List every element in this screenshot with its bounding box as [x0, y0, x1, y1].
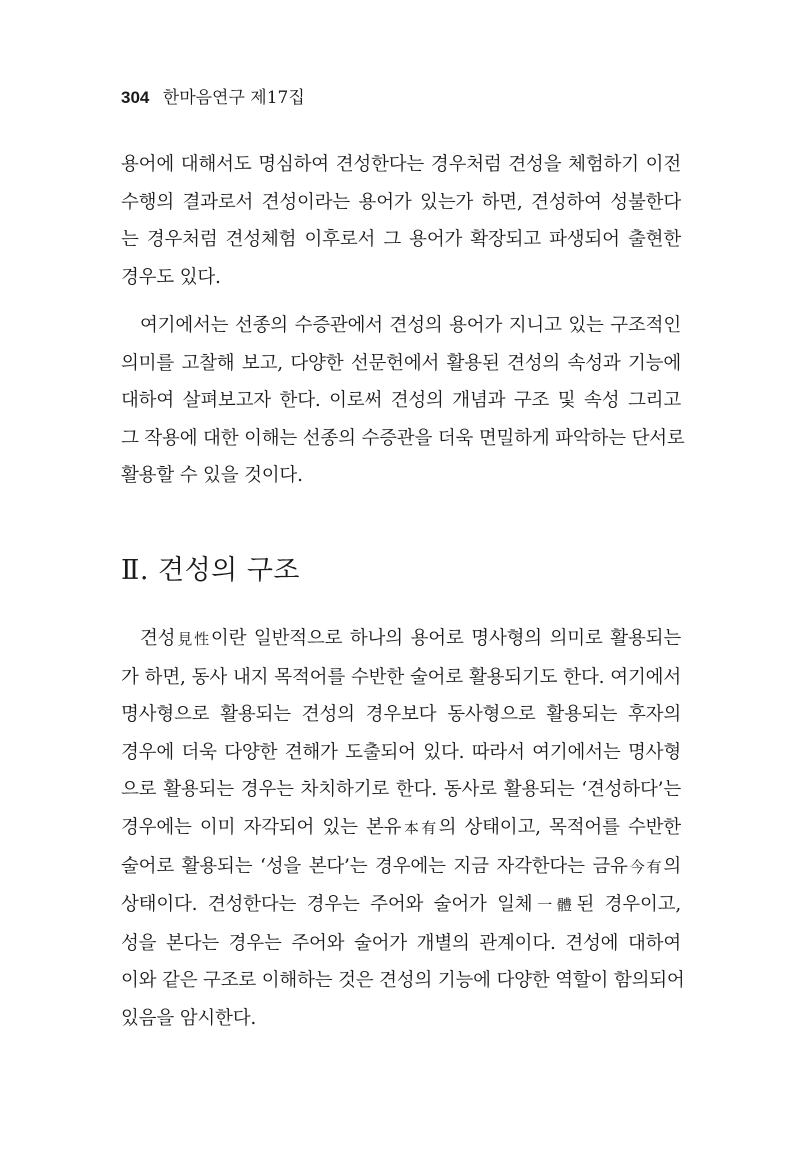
text-line: 으로 활용되는 경우는 차치하기로 한다. 동사로 활용되는 ‘견성하다’는	[121, 779, 681, 801]
hanja-annotation: 一體	[532, 896, 577, 915]
text-line: 대하여 살펴보고자 한다. 이로써 견성의 개념과 구조 및 속성 그리고	[121, 390, 681, 412]
text-line: 그 작용에 대한 이해는 선종의 수증관을 더욱 면밀하게 파악하는 단서로	[121, 427, 685, 449]
page-number: 304	[121, 88, 150, 107]
text-segment: 술어로 활용되는 ‘성을 본다’는 경우에는 지금 자각한다는 금유	[121, 855, 628, 877]
text-segment: 경우에는 이미 자각되어 있는 본유	[121, 816, 402, 838]
text-line: 경우에 더욱 다양한 견해가 도출되어 있다. 따라서 여기에서는 명사형	[121, 741, 681, 763]
text-line: 명사형으로 활용되는 견성의 경우보다 동사형으로 활용되는 후자의	[121, 704, 681, 726]
text-segment: 의	[663, 855, 681, 877]
text-line: 이와 같은 구조로 이해하는 것은 견성의 기능에 다양한 역할이 함의되어	[121, 970, 685, 992]
paragraph-2	[121, 307, 685, 495]
text-line: 의미를 고찰해 보고, 다양한 선문헌에서 활용된 견성의 속성과 기능에	[121, 352, 681, 374]
text-line: 는 경우처럼 견성체험 이후로서 그 용어가 확장되고 파생되어 출현한	[121, 229, 681, 251]
hanja-annotation: 見性	[175, 630, 211, 648]
running-head	[121, 86, 305, 110]
text-line: 가 하면, 동사 내지 목적어를 수반한 술어로 활용되기도 한다. 여기에서	[121, 666, 681, 688]
text-line: 있음을 암시한다.	[121, 1007, 257, 1029]
text-line	[121, 848, 681, 887]
text-line: 성을 본다는 경우는 주어와 술어가 개별의 관계이다. 견성에 대하여	[121, 932, 681, 954]
text-line	[121, 809, 681, 848]
hanja-annotation: 本有	[401, 818, 439, 837]
hanja-annotation: 今有	[627, 857, 664, 876]
text-segment: 이란 일반적으로 하나의 용어로 명사형의 의미로 활용되는	[210, 628, 681, 649]
paragraph-3	[121, 620, 685, 1038]
journal-title: 한마음연구 제17집	[162, 88, 305, 108]
text-line: 용어에 대해서도 명심하여 견성한다는 경우처럼 견성을 체험하기 이전	[121, 154, 681, 175]
text-line: 활용할 수 있을 것이다.	[121, 465, 303, 487]
text-line	[121, 620, 681, 659]
text-line	[121, 886, 681, 925]
paragraph-1	[121, 146, 681, 296]
text-segment: 상태이다. 견성한다는 경우는 주어와 술어가 일체	[121, 894, 533, 916]
text-segment: 의 상태이고, 목적어를 수반한	[438, 816, 681, 838]
text-line: 경우도 있다.	[121, 266, 221, 288]
text-line: 수행의 결과로서 견성이라는 용어가 있는가 하면, 견성하여 성불한다	[121, 191, 681, 213]
section-heading: Ⅱ. 견성의 구조	[121, 555, 301, 586]
text-segment: 견성	[140, 628, 176, 649]
text-segment: 된 경우이고,	[576, 894, 681, 916]
text-line: 여기에서는 선종의 수증관에서 견성의 용어가 지니고 있는 구조적인	[140, 315, 681, 336]
